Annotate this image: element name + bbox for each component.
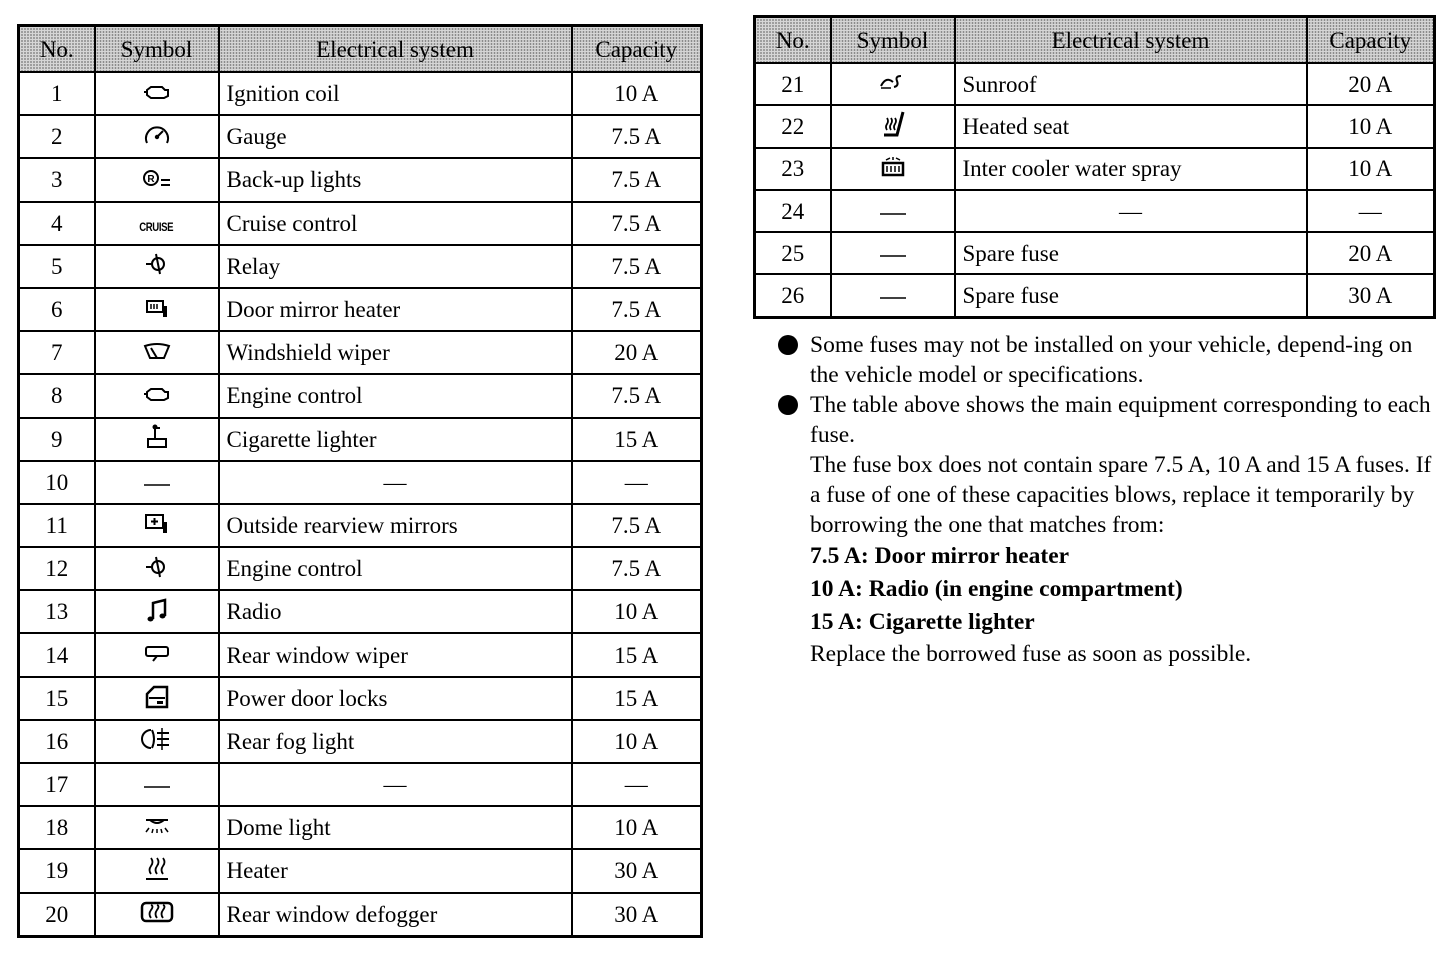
fuse-symbol	[831, 63, 955, 105]
door-lock-icon	[142, 682, 172, 710]
fuse-number: 23	[755, 148, 831, 190]
electrical-system: Outside rearview mirrors	[219, 504, 572, 547]
defogger-icon	[139, 899, 175, 925]
fuse-symbol	[95, 245, 219, 288]
fuse-capacity: 7.5 A	[572, 202, 702, 245]
electrical-system: Relay	[219, 245, 572, 288]
fuse-symbol	[95, 547, 219, 590]
engine-icon	[142, 82, 172, 102]
fuse-symbol	[95, 806, 219, 849]
fuse-capacity: 7.5 A	[572, 158, 702, 201]
fuse-symbol	[95, 720, 219, 763]
fuse-number: 22	[755, 105, 831, 147]
table-row	[19, 893, 702, 937]
wiper-icon	[142, 340, 172, 362]
fuse-capacity: 10 A	[1307, 105, 1435, 147]
fuse-number: 15	[19, 677, 95, 720]
heated-seat-icon	[878, 110, 908, 138]
fuse-symbol	[831, 232, 955, 274]
table-row	[755, 274, 1435, 317]
fuse-number: 25	[755, 232, 831, 274]
table-header-row	[19, 26, 702, 73]
table-row	[19, 288, 702, 331]
mirror-icon	[141, 509, 173, 537]
table-row	[19, 806, 702, 849]
fuse-symbol	[95, 288, 219, 331]
header-capacity: Capacity	[572, 26, 702, 73]
fuse-capacity: 7.5 A	[572, 504, 702, 547]
table-row	[755, 148, 1435, 190]
fuse-capacity: 20 A	[1307, 63, 1435, 105]
electrical-system: Cruise control	[219, 202, 572, 245]
electrical-system: —	[219, 763, 572, 806]
electrical-system: Windshield wiper	[219, 331, 572, 374]
note-text: The table above shows the main equipment corresponding to each fuse.	[810, 392, 1431, 448]
table-row	[19, 720, 702, 763]
fuse-number: 7	[19, 331, 95, 374]
svg-text:R: R	[146, 173, 155, 185]
electrical-system: Door mirror heater	[219, 288, 572, 331]
fuse-symbol	[95, 633, 219, 676]
fuse-capacity: 10 A	[1307, 148, 1435, 190]
notes-section	[778, 330, 1444, 669]
fuse-number: 12	[19, 547, 95, 590]
fuse-symbol	[95, 763, 219, 806]
fuse-number: 10	[19, 461, 95, 504]
note-item	[778, 330, 1444, 390]
fuse-capacity: 15 A	[572, 418, 702, 461]
table-row	[19, 633, 702, 676]
fuse-number: 21	[755, 63, 831, 105]
table-row	[755, 63, 1435, 105]
fuse-number: 2	[19, 115, 95, 158]
fog-light-icon	[140, 725, 174, 753]
table-row	[755, 105, 1435, 147]
bullet-icon	[778, 335, 798, 355]
sunroof-icon	[877, 71, 909, 93]
header-no: No.	[19, 26, 95, 73]
bullet-icon	[778, 395, 798, 415]
fuse-symbol	[95, 590, 219, 633]
fuse-symbol	[831, 274, 955, 317]
fuse-symbol	[95, 677, 219, 720]
electrical-system: Engine control	[219, 374, 572, 417]
dash-icon	[878, 251, 908, 261]
intercooler-spray-icon	[878, 155, 908, 179]
electrical-system: Rear window defogger	[219, 893, 572, 937]
header-symbol: Symbol	[95, 26, 219, 73]
fuse-table-left-body	[19, 26, 702, 937]
fuse-number: 19	[19, 849, 95, 892]
electrical-system: Power door locks	[219, 677, 572, 720]
fuse-capacity: 15 A	[572, 633, 702, 676]
fuse-capacity: 7.5 A	[572, 288, 702, 331]
table-row	[19, 849, 702, 892]
fuse-number: 18	[19, 806, 95, 849]
fuse-capacity: 30 A	[572, 893, 702, 937]
table-row	[19, 677, 702, 720]
heater-icon	[142, 856, 172, 882]
table-row	[755, 190, 1435, 232]
fuse-capacity: 7.5 A	[572, 374, 702, 417]
fuse-number: 8	[19, 374, 95, 417]
fuse-symbol	[95, 331, 219, 374]
engine-icon	[142, 384, 172, 404]
fuse-capacity: 15 A	[572, 677, 702, 720]
fuse-number: 6	[19, 288, 95, 331]
note-item	[778, 390, 1444, 669]
electrical-system: Inter cooler water spray	[955, 148, 1307, 190]
electrical-system: —	[955, 190, 1307, 232]
gauge-icon	[142, 122, 172, 148]
fuse-capacity: 7.5 A	[572, 115, 702, 158]
fuse-table-left	[17, 24, 703, 938]
electrical-system: Heater	[219, 849, 572, 892]
fuse-symbol	[831, 148, 955, 190]
fuse-symbol	[95, 418, 219, 461]
electrical-system: Rear fog light	[219, 720, 572, 763]
electrical-system: Cigarette lighter	[219, 418, 572, 461]
fuse-number: 20	[19, 893, 95, 937]
fuse-capacity: 30 A	[1307, 274, 1435, 317]
borrow-item: 7.5 A: Door mirror heater	[810, 543, 1070, 569]
table-row	[19, 418, 702, 461]
fuse-number: 4	[19, 202, 95, 245]
fuse-number: 14	[19, 633, 95, 676]
relay-icon	[142, 251, 172, 277]
borrow-item: 15 A: Cigarette lighter	[810, 609, 1035, 635]
lighter-icon	[142, 422, 172, 452]
electrical-system: Ignition coil	[219, 72, 572, 115]
fuse-capacity: 20 A	[1307, 232, 1435, 274]
header-symbol: Symbol	[831, 17, 955, 64]
mirror-heater-icon	[142, 296, 172, 320]
cruise-icon: CRUISE	[139, 219, 174, 234]
fuse-number: 1	[19, 72, 95, 115]
dash-icon	[142, 782, 172, 792]
fuse-symbol	[831, 105, 955, 147]
table-row	[19, 763, 702, 806]
table-row	[19, 374, 702, 417]
fuse-number: 24	[755, 190, 831, 232]
table-row	[19, 158, 702, 201]
electrical-system: Spare fuse	[955, 232, 1307, 274]
borrow-item: 10 A: Radio (in engine compartment)	[810, 576, 1183, 602]
header-no: No.	[755, 17, 831, 64]
header-electrical-system: Electrical system	[219, 26, 572, 73]
fuse-number: 16	[19, 720, 95, 763]
fuse-capacity: 7.5 A	[572, 547, 702, 590]
fuse-capacity: 30 A	[572, 849, 702, 892]
fuse-capacity: 10 A	[572, 720, 702, 763]
fuse-number: 11	[19, 504, 95, 547]
table-row	[19, 245, 702, 288]
fuse-number: 17	[19, 763, 95, 806]
music-icon	[144, 596, 170, 624]
fuse-capacity: —	[1307, 190, 1435, 232]
dash-icon	[878, 293, 908, 303]
fuse-symbol	[831, 190, 955, 232]
fuse-number: 13	[19, 590, 95, 633]
fuse-number: 5	[19, 245, 95, 288]
fuse-number: 26	[755, 274, 831, 317]
fuse-table-right-body	[755, 17, 1435, 318]
fuse-symbol	[95, 461, 219, 504]
fuse-capacity: 7.5 A	[572, 245, 702, 288]
electrical-system: Rear window wiper	[219, 633, 572, 676]
table-row	[19, 72, 702, 115]
table-row	[19, 461, 702, 504]
table-row	[19, 202, 702, 245]
note-text: Some fuses may not be installed on your vehicle, depend-ing on the vehicle model or specifications.	[810, 332, 1413, 388]
electrical-system: Sunroof	[955, 63, 1307, 105]
dash-icon	[142, 480, 172, 490]
electrical-system: Engine control	[219, 547, 572, 590]
backup-light-icon	[140, 166, 174, 190]
electrical-system: Gauge	[219, 115, 572, 158]
electrical-system: Back-up lights	[219, 158, 572, 201]
dome-light-icon	[140, 815, 174, 837]
fuse-symbol	[95, 158, 219, 201]
electrical-system: Heated seat	[955, 105, 1307, 147]
table-row	[19, 590, 702, 633]
fuse-capacity: 20 A	[572, 331, 702, 374]
fuse-capacity: —	[572, 763, 702, 806]
fuse-symbol	[95, 115, 219, 158]
fuse-capacity: 10 A	[572, 806, 702, 849]
rear-wiper-icon	[142, 642, 172, 664]
table-row	[19, 504, 702, 547]
fuse-number: 3	[19, 158, 95, 201]
table-header-row	[755, 17, 1435, 64]
fuse-capacity: —	[572, 461, 702, 504]
fuse-table-right	[753, 15, 1436, 319]
table-row	[19, 115, 702, 158]
header-electrical-system: Electrical system	[955, 17, 1307, 64]
header-capacity: Capacity	[1307, 17, 1435, 64]
fuse-capacity: 10 A	[572, 72, 702, 115]
fuse-symbol	[95, 849, 219, 892]
electrical-system: Dome light	[219, 806, 572, 849]
electrical-system: Spare fuse	[955, 274, 1307, 317]
fuse-number: 9	[19, 418, 95, 461]
fuse-symbol	[95, 202, 219, 245]
note-text: Replace the borrowed fuse as soon as possible.	[810, 641, 1252, 667]
fuse-capacity: 10 A	[572, 590, 702, 633]
fuse-symbol	[95, 374, 219, 417]
table-row	[19, 547, 702, 590]
dash-icon	[878, 209, 908, 219]
table-row	[755, 232, 1435, 274]
relay-icon	[142, 554, 172, 580]
electrical-system: —	[219, 461, 572, 504]
note-text: The fuse box does not contain spare 7.5 A, 10 A and 15 A fuses. If a fuse of one of these capacities blows, replace it temporarily by borrowing the one that matches from:	[810, 452, 1432, 538]
fuse-symbol	[95, 893, 219, 937]
fuse-symbol	[95, 72, 219, 115]
electrical-system: Radio	[219, 590, 572, 633]
fuse-symbol	[95, 504, 219, 547]
table-row	[19, 331, 702, 374]
